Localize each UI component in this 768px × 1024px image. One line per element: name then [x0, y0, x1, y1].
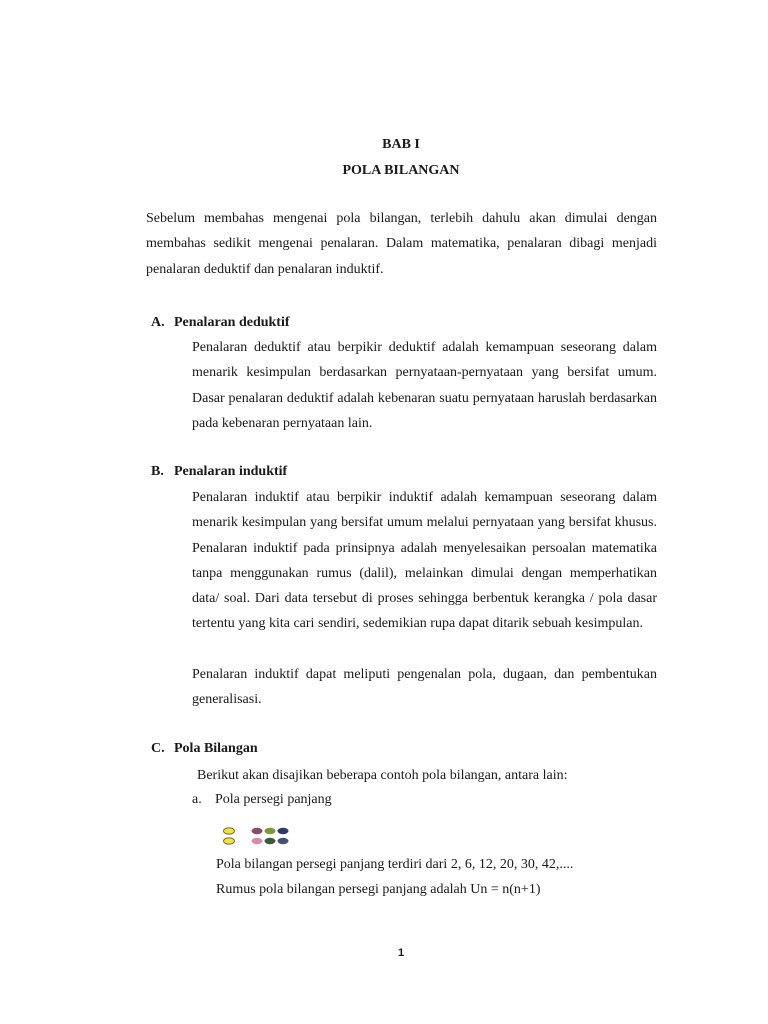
rectangle-pattern-dots [223, 826, 295, 848]
list-item-a [192, 792, 332, 808]
section-b-heading [151, 464, 287, 480]
chapter-label: BAB I [382, 137, 420, 152]
dot-navy [278, 828, 289, 834]
sequence-text: Pola bilangan persegi panjang terdiri dari 2, 6, 12, 20, 30, 42,.... [216, 857, 574, 872]
chapter-title: POLA BILANGAN [342, 163, 460, 178]
section-b-body-2: Penalaran induktif dapat meliputi pengenalan pola, dugaan, dan pembentukan generalisasi. [192, 667, 657, 708]
dot-pink [252, 838, 263, 844]
section-c-intro: Berikut akan disajikan beberapa contoh pola bilangan, antara lain: [197, 768, 568, 783]
dot-forest [265, 838, 276, 844]
page-number: 1 [397, 947, 405, 959]
section-c-heading [151, 741, 258, 757]
section-b-title: Penalaran induktif [174, 464, 288, 479]
dot-mauve [252, 828, 263, 834]
section-a-heading [151, 315, 290, 331]
section-a-letter: A. [151, 315, 165, 330]
list-item-label: Pola persegi panjang [215, 792, 332, 807]
section-c-letter: C. [151, 741, 165, 756]
dot-slate [278, 838, 289, 844]
section-c-title: Pola Bilangan [174, 741, 258, 756]
section-b-letter: B. [151, 464, 164, 479]
section-a-body: Penalaran deduktif atau berpikir deduktif adalah kemampuan seseorang dalam menarik kesimpulan berdasarkan pernyataan-pernyataan yang bersifat umum. Dasar penalaran deduktif adalah kebenaran suatu pernyataan haruslah berdasarkan pada kebenaran pernyataan lain. [192, 340, 657, 431]
dot-yellow-top [224, 828, 235, 834]
dot-yellow-bottom [224, 838, 235, 844]
section-b-body-1: Penalaran induktif atau berpikir induktif adalah kemampuan seseorang dalam menarik kesimpulan yang bersifat umum melalui pernyataan yang bersifat khusus. Penalaran induktif pada prinsipnya adalah menyelesaikan persoalan matematika tanpa menggunakan rumus (dalil), melainkan dimulai dengan memperhatikan data/ soal. Dari data tersebut di proses sehingga berbentuk kerangka / pola dasar tertentu yang kita cari sendiri, sedemikian rupa dapat ditarik sebuah kesimpulan. [192, 490, 657, 632]
list-item-marker: a. [192, 792, 202, 807]
intro-paragraph: Sebelum membahas mengenai pola bilangan, terlebih dahulu akan dimulai dengan membahas sedikit mengenai penalaran. Dalam matematika, penalaran dibagi menjadi penalaran deduktif dan penalaran induktif. [146, 211, 657, 277]
formula-text: Rumus pola bilangan persegi panjang adalah Un = n(n+1) [216, 882, 541, 897]
dot-olive [265, 828, 276, 834]
section-a-title: Penalaran deduktif [174, 315, 290, 330]
